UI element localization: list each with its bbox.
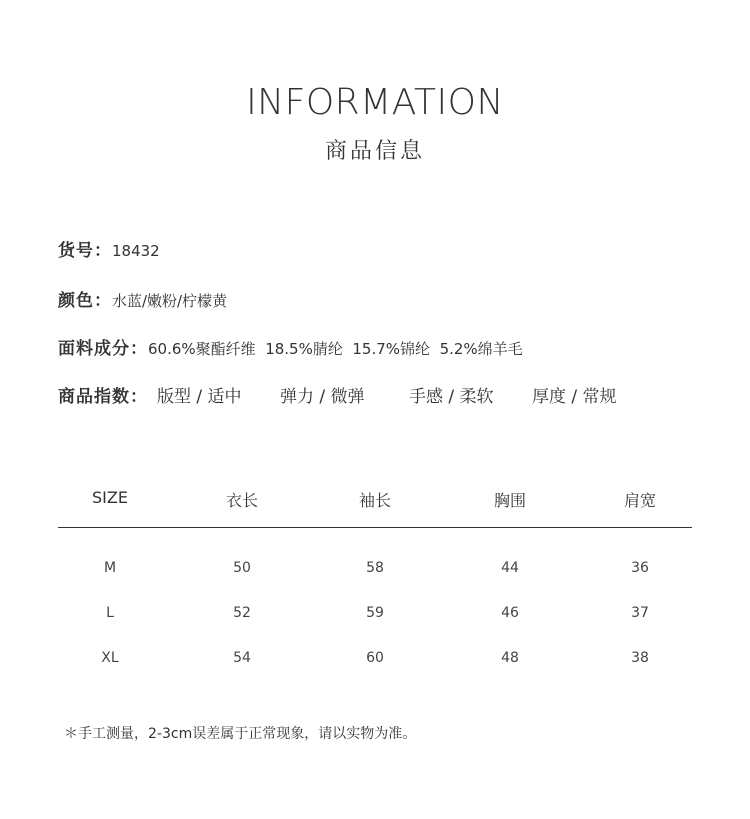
measurement-note: ＊手工测量，2-3cm误差属于正常现象，请以实物为准。 — [64, 726, 417, 742]
header-chest: 胸围 — [493, 491, 526, 510]
cell-shoulder: 37 — [631, 605, 649, 621]
index-texture: 手感 / 柔软 — [409, 387, 494, 407]
index-fit: 版型 / 适中 — [157, 387, 242, 407]
header-length: 衣长 — [225, 491, 258, 510]
index-elasticity: 弹力 / 微弹 — [280, 387, 365, 407]
cell-size: M — [103, 560, 117, 576]
item-number-value: 18432 — [112, 242, 160, 260]
item-number-label: 货号： — [58, 241, 112, 261]
cell-sleeve: 58 — [366, 560, 384, 576]
cell-length: 54 — [233, 650, 251, 666]
material-row — [58, 334, 523, 359]
product-index-row — [58, 382, 148, 407]
cell-shoulder: 38 — [631, 650, 649, 666]
item-number-row — [58, 236, 160, 261]
cell-chest: 44 — [501, 560, 519, 576]
cell-length: 50 — [233, 560, 251, 576]
size-table-header — [0, 488, 750, 512]
table-row — [0, 650, 750, 672]
cell-size: L — [106, 605, 114, 621]
material-label: 面料成分： — [58, 339, 148, 359]
product-index-label: 商品指数： — [58, 387, 148, 407]
page-title-cn: 商品信息 — [324, 139, 425, 164]
header-size: SIZE — [92, 488, 128, 507]
cell-sleeve: 60 — [366, 650, 384, 666]
table-row — [0, 560, 750, 582]
color-label: 颜色： — [58, 291, 112, 311]
color-row — [58, 286, 227, 311]
table-divider — [58, 527, 692, 528]
page-title-en: INFORMATION — [246, 82, 504, 123]
cell-sleeve: 59 — [366, 605, 384, 621]
header-sleeve: 袖长 — [358, 491, 391, 510]
color-value: 水蓝/嫩粉/柠檬黄 — [112, 292, 228, 310]
cell-chest: 46 — [501, 605, 519, 621]
cell-shoulder: 36 — [631, 560, 649, 576]
cell-size: XL — [101, 650, 119, 666]
cell-length: 52 — [233, 605, 251, 621]
index-thickness: 厚度 / 常规 — [532, 387, 617, 407]
header-shoulder: 肩宽 — [623, 491, 656, 510]
cell-chest: 48 — [501, 650, 519, 666]
material-value: 60.6%聚酯纤维 18.5%腈纶 15.7%锦纶 5.2%绵羊毛 — [148, 340, 523, 358]
table-row — [0, 605, 750, 627]
